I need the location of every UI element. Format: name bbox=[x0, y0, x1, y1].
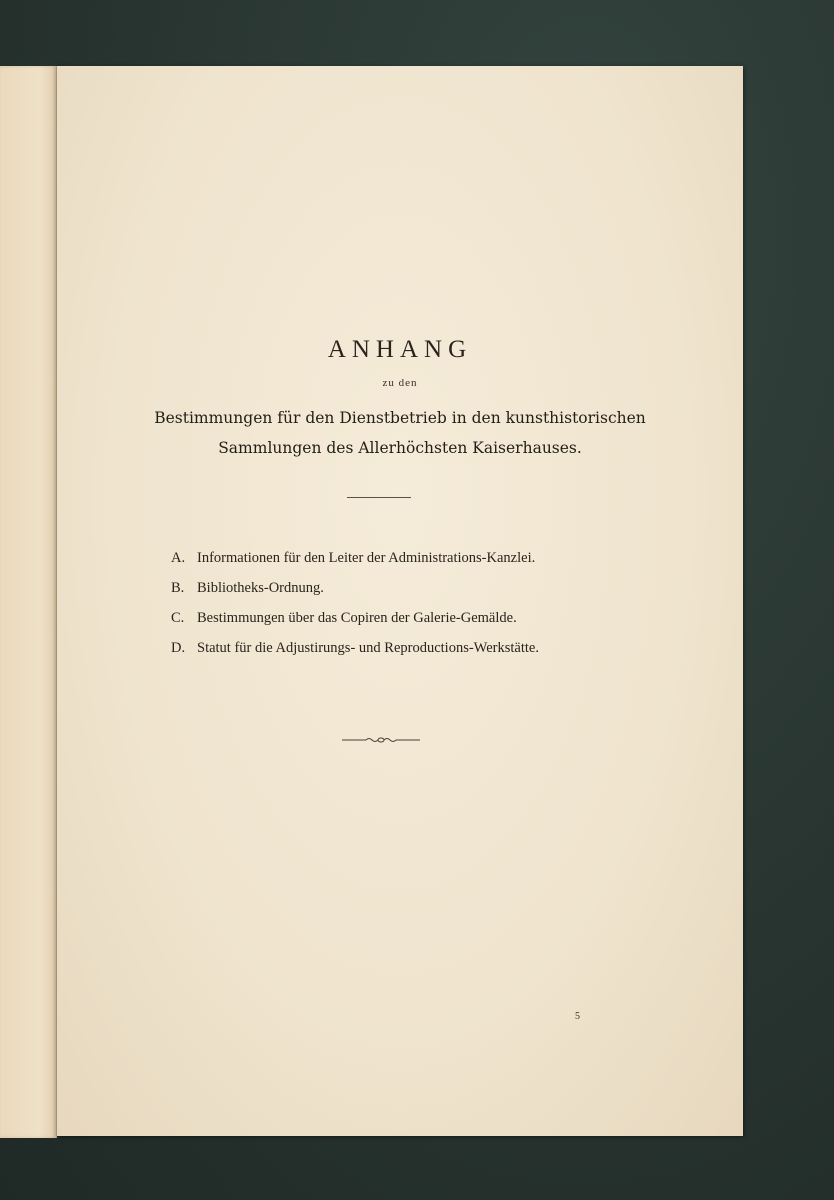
list-item-text: Bibliotheks-Ordnung. bbox=[197, 580, 324, 596]
list-item-letter: D. bbox=[171, 640, 186, 656]
document-page bbox=[57, 66, 743, 1136]
facing-page-edge bbox=[0, 66, 57, 1138]
list-item bbox=[171, 580, 539, 610]
list-item-letter: C. bbox=[171, 610, 185, 626]
horizontal-rule bbox=[347, 497, 411, 498]
list-item-letter: B. bbox=[171, 580, 185, 596]
list-item-text: Informationen für den Leiter der Administrations-Kanzlei. bbox=[197, 550, 536, 566]
list-item bbox=[171, 550, 539, 580]
contents-list bbox=[171, 550, 539, 670]
heading-line-1: Bestimmungen für den Dienstbetrieb in den kunsthistorischen bbox=[154, 409, 646, 427]
list-item bbox=[171, 640, 539, 670]
list-item-text: Statut für die Adjustirungs- und Reproductions-Werkstätte. bbox=[197, 640, 539, 656]
page-number: 5 bbox=[575, 1011, 580, 1022]
heading-line-2: Sammlungen des Allerhöchsten Kaiserhauses. bbox=[218, 439, 582, 457]
list-item bbox=[171, 610, 539, 640]
subtitle-small: zu den bbox=[382, 377, 418, 389]
ornamental-divider-icon bbox=[342, 733, 420, 747]
page-title: ANHANG bbox=[327, 336, 473, 363]
list-item-letter: A. bbox=[171, 550, 186, 566]
list-item-text: Bestimmungen über das Copiren der Galerie-Gemälde. bbox=[197, 610, 517, 626]
